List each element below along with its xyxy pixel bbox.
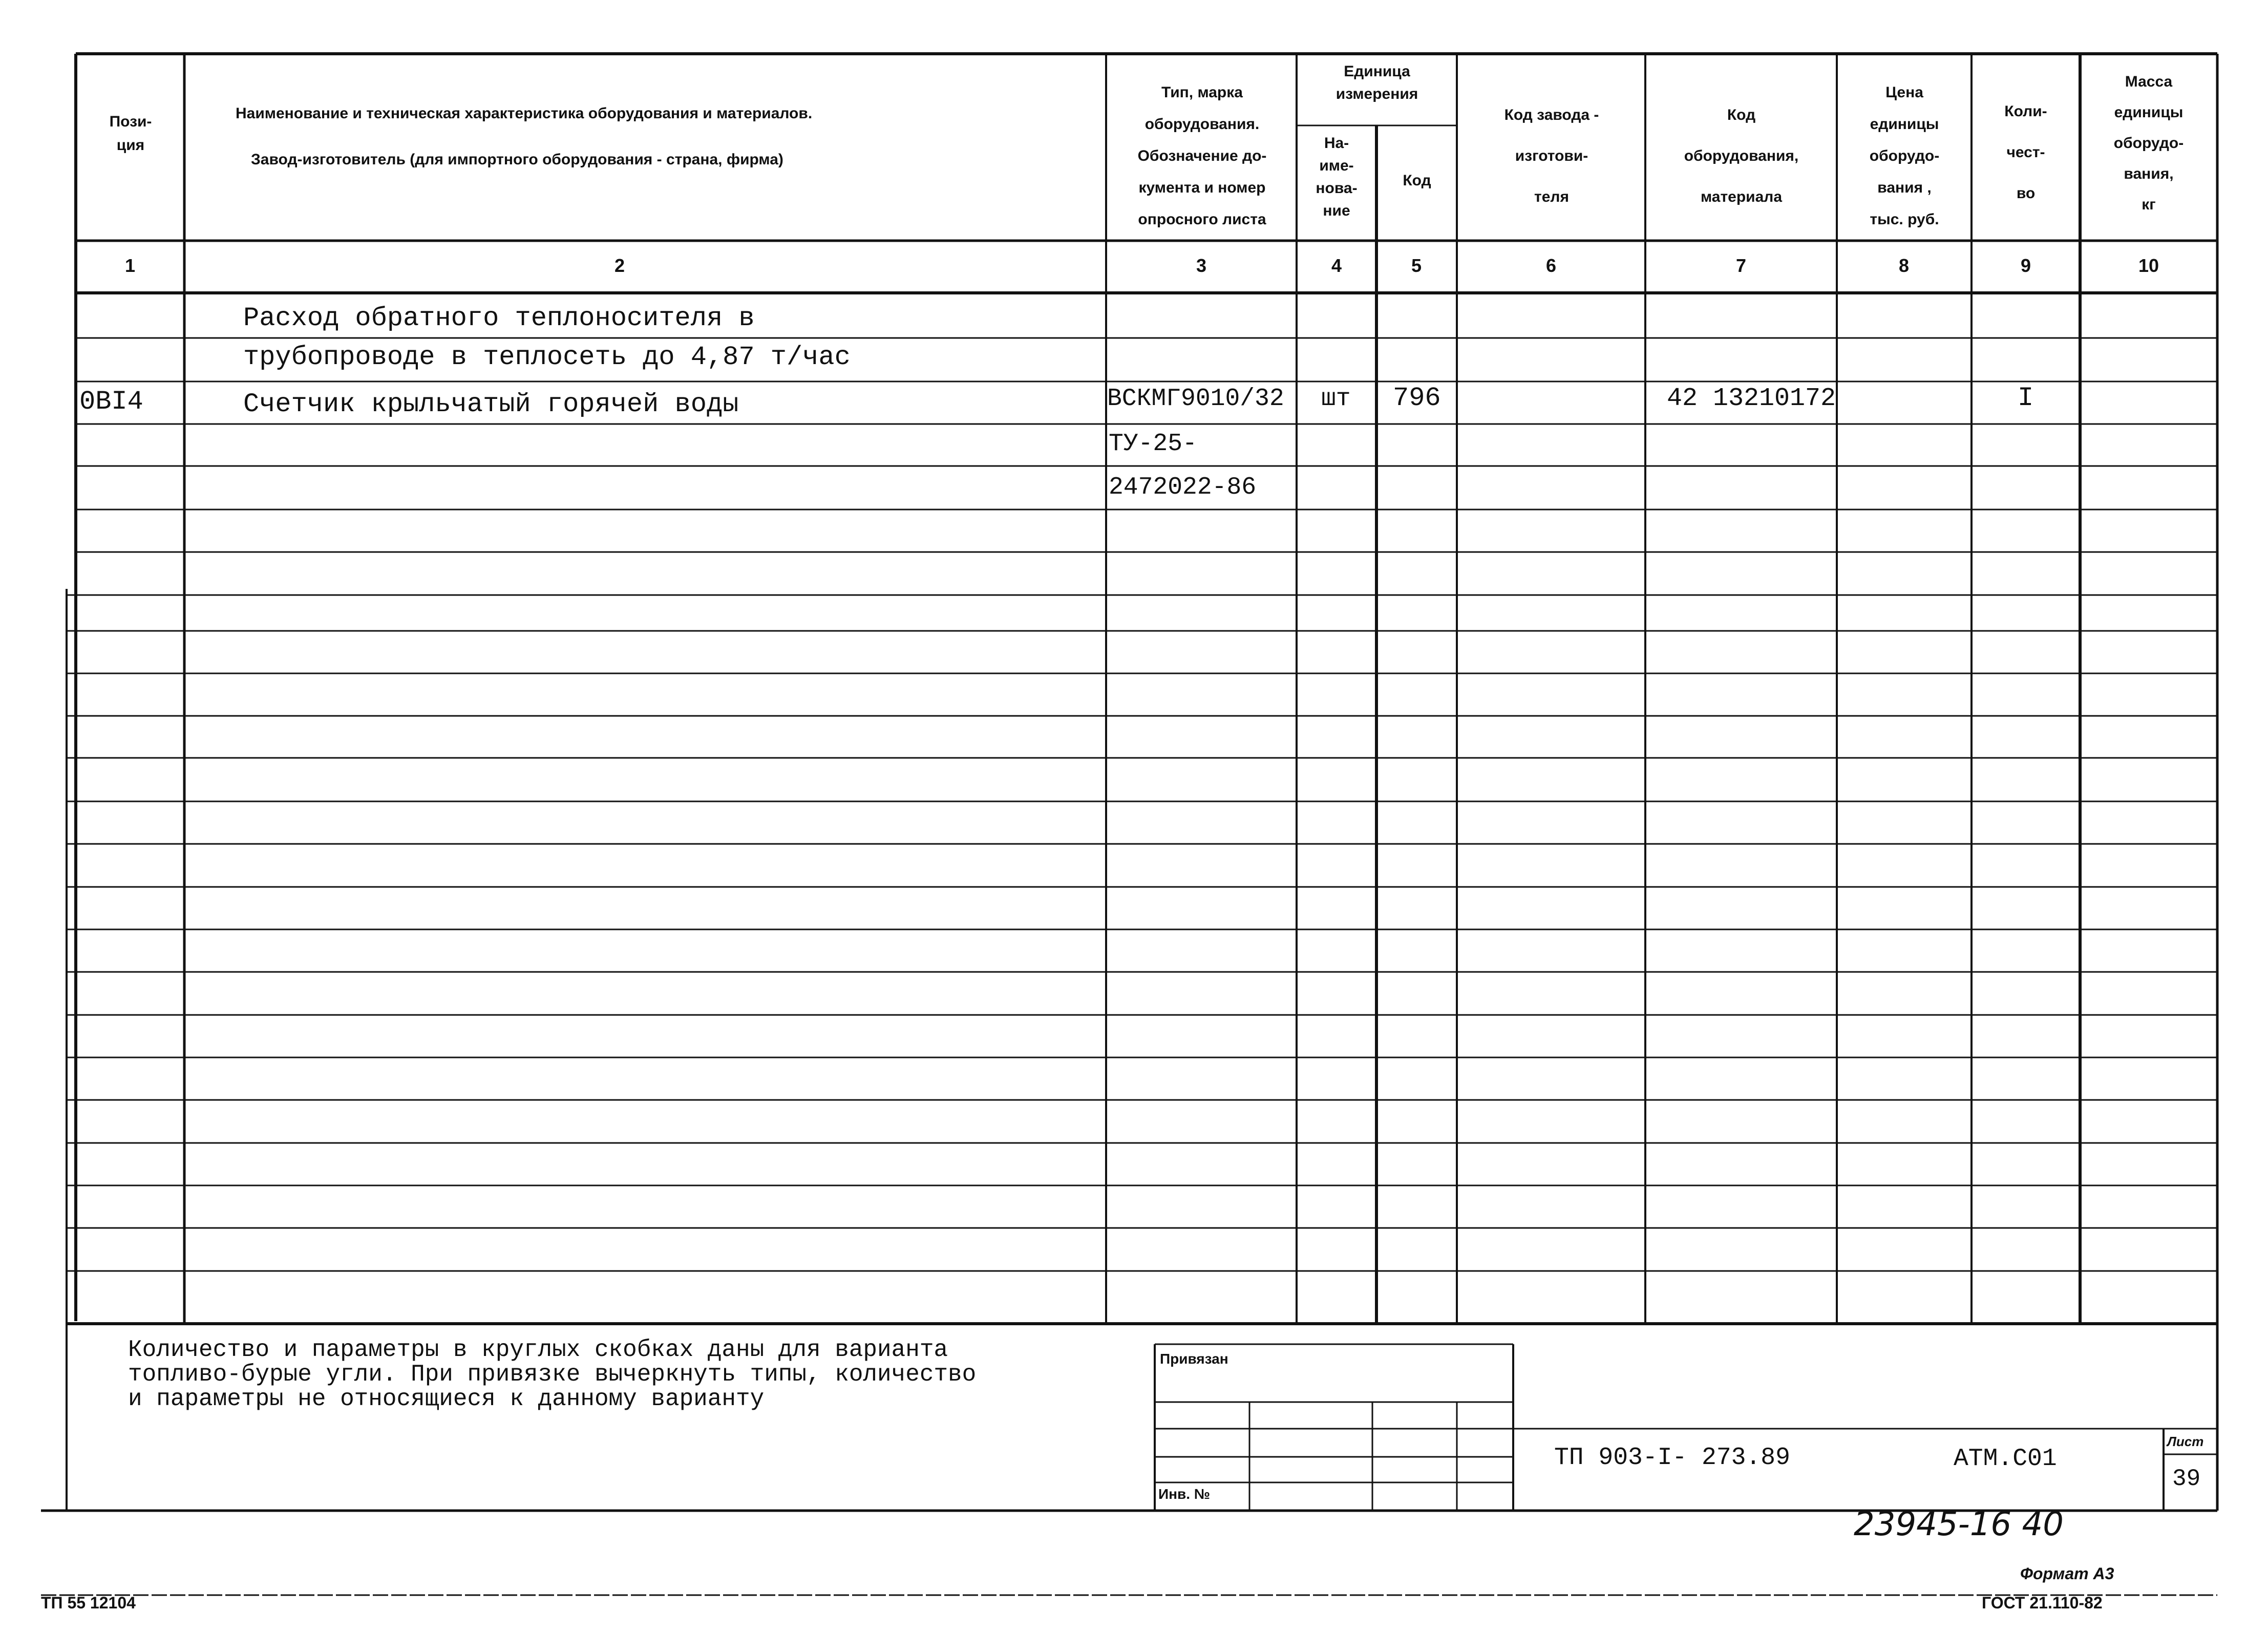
header-maker-line: изготови- [1515, 147, 1588, 164]
header-price [1838, 77, 1970, 236]
header-quantity-line: во [2016, 185, 2036, 202]
row-type: ВСКМГ9010/32 [1107, 385, 1284, 413]
header-position-line: ция [116, 137, 145, 154]
header-unit-code: Код [1403, 172, 1431, 189]
column-number-6: 6 [1545, 255, 1557, 276]
document-code: ТП 903-I- 273.89 [1554, 1444, 1790, 1472]
header-price-line: оборудо- [1869, 147, 1940, 164]
column-number-2: 2 [614, 255, 625, 276]
gost-label: ГОСТ 21.110-82 [1982, 1594, 2103, 1612]
header-position [82, 110, 179, 157]
header-unit-line: Единица [1344, 63, 1410, 80]
header-equipment-line: материала [1700, 188, 1783, 205]
row-type: ТУ-25- [1109, 430, 1197, 458]
row-name: Расход обратного теплоносителя в [243, 303, 755, 333]
header-price-line: единицы [1870, 116, 1939, 133]
header-mass-line: Масса [2125, 73, 2173, 90]
header-price-line: тыс. руб. [1870, 211, 1939, 228]
row-position: 0BI4 [79, 387, 143, 417]
column-number-1: 1 [124, 255, 136, 276]
header-quantity-line: чест- [2006, 144, 2045, 161]
header-type-line: кумента и номер [1138, 179, 1266, 196]
column-number-4: 4 [1331, 255, 1342, 276]
header-name-line2: Завод-изготовитель (для импортного оборудования - страна, фирма) [251, 151, 783, 168]
format-label: Формат А3 [2020, 1564, 2114, 1583]
header-type-line: Тип, марка [1161, 84, 1243, 101]
stamp-inventory-label: Инв. № [1158, 1486, 1211, 1502]
row-equipment-code: 42 13210172 [1667, 384, 1836, 413]
header-unit-line: измерения [1336, 86, 1418, 102]
note-line: топливо-бурые угли. При привязке вычеркнуть типы, количество [128, 1361, 977, 1388]
header-quantity-line: Коли- [2004, 103, 2047, 120]
note-line: и параметры не относящиеся к данному варианту [128, 1386, 765, 1412]
header-unit-name-line: нова- [1316, 180, 1358, 197]
column-number-9: 9 [2020, 255, 2031, 276]
header-type-line: опросного листа [1138, 211, 1266, 228]
column-number-5: 5 [1411, 255, 1422, 276]
handwritten-number: 23945-16 40 [1854, 1505, 2064, 1543]
row-unit-code: 796 [1393, 383, 1441, 413]
row-name: Счетчик крыльчатый горячей воды [243, 389, 739, 419]
row-quantity: I [2018, 383, 2034, 413]
header-mass-line: кг [2142, 196, 2156, 213]
header-position-line: Пози- [109, 113, 152, 130]
stamp-bound-label: Привязан [1160, 1351, 1228, 1367]
header-mass [2082, 67, 2216, 220]
header-unit-name-line: На- [1324, 135, 1349, 152]
column-number-3: 3 [1196, 255, 1207, 276]
header-type-line: оборудования. [1144, 116, 1260, 133]
left-code-label: ТП 55 12104 [41, 1594, 136, 1612]
header-unit-name-line: ние [1323, 202, 1350, 219]
header-maker-line: теля [1534, 188, 1569, 205]
row-name: трубопроводе в теплосеть до 4,87 т/час [243, 342, 851, 372]
column-number-10: 10 [2138, 255, 2159, 276]
header-name-line1: Наименование и техническая характеристика оборудования и материалов. [236, 105, 813, 122]
note-text [128, 1338, 976, 1411]
row-unit: шт [1321, 385, 1351, 413]
column-number-8: 8 [1898, 255, 1910, 276]
header-equipment-line: оборудования, [1684, 147, 1799, 164]
sheet-number: 39 [2172, 1466, 2201, 1492]
header-unit-name [1298, 132, 1375, 222]
header-equipment-code [1648, 95, 1835, 218]
header-type-line: Обозначение до- [1137, 147, 1267, 164]
row-type: 2472022-86 [1109, 474, 1257, 501]
header-unit-name-line: име- [1319, 157, 1354, 174]
header-price-line: Цена [1885, 84, 1923, 101]
sheet-label: Лист [2167, 1434, 2204, 1449]
header-price-line: вания , [1877, 179, 1932, 196]
header-equipment-line: Код [1727, 107, 1756, 123]
note-line: Количество и параметры в круглых скобках даны для варианта [128, 1337, 948, 1363]
header-maker-code [1459, 95, 1644, 218]
document-mark: АТМ.С01 [1954, 1445, 2057, 1473]
header-mass-line: оборудо- [2113, 135, 2184, 152]
column-number-7: 7 [1735, 255, 1747, 276]
header-unit-group [1298, 60, 1456, 105]
header-maker-line: Код завода - [1504, 107, 1599, 123]
header-mass-line: единицы [2114, 104, 2184, 121]
header-type [1109, 77, 1296, 236]
header-quantity [1973, 91, 2079, 214]
header-mass-line: вания, [2124, 165, 2174, 182]
